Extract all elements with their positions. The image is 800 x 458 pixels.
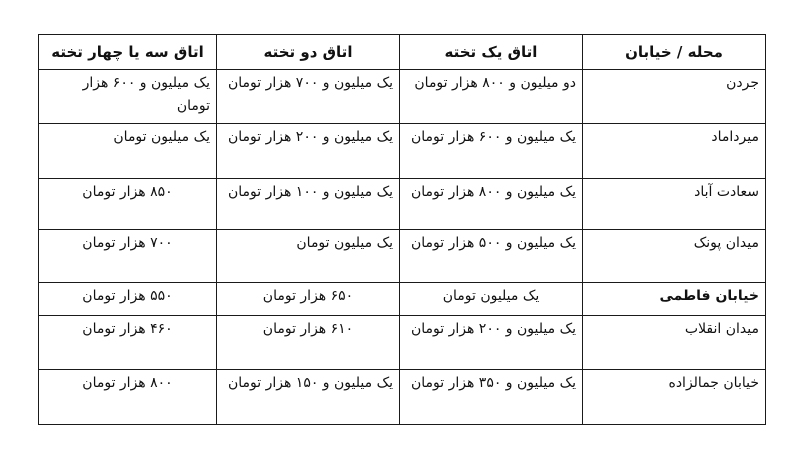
rent-price-table [38, 34, 766, 425]
cell-area: میدان انقلاب [583, 316, 766, 370]
cell-multi-price: ۵۵۰ هزار تومان [39, 283, 217, 316]
cell-single-price: یک میلیون و ۸۰۰ هزار تومان [400, 179, 583, 230]
cell-double-price: یک میلیون و ۲۰۰ هزار تومان [217, 124, 400, 179]
cell-double-price: یک میلیون و ۱۵۰ هزار تومان [217, 370, 400, 425]
table-row [39, 179, 766, 230]
cell-double-price: یک میلیون و ۱۰۰ هزار تومان [217, 179, 400, 230]
header-multi-room: اتاق سه یا چهار تخته [39, 35, 217, 70]
cell-single-price: یک میلیون و ۳۵۰ هزار تومان [400, 370, 583, 425]
cell-multi-price: ۷۰۰ هزار تومان [39, 230, 217, 283]
cell-double-price: یک میلیون تومان [217, 230, 400, 283]
cell-area: جردن [583, 70, 766, 124]
cell-single-price: یک میلیون و ۵۰۰ هزار تومان [400, 230, 583, 283]
cell-double-price: ۶۱۰ هزار تومان [217, 316, 400, 370]
cell-double-price: ۶۵۰ هزار تومان [217, 283, 400, 316]
cell-multi-price: یک میلیون تومان [39, 124, 217, 179]
header-single-room: اتاق یک تخته [400, 35, 583, 70]
cell-multi-price: ۴۶۰ هزار تومان [39, 316, 217, 370]
table-row [39, 124, 766, 179]
cell-area: میرداماد [583, 124, 766, 179]
table-header-row [39, 35, 766, 70]
cell-area: خیابان جمالزاده [583, 370, 766, 425]
cell-double-price: یک میلیون و ۷۰۰ هزار تومان [217, 70, 400, 124]
cell-single-price: یک میلیون و ۶۰۰ هزار تومان [400, 124, 583, 179]
cell-single-price: یک میلیون و ۲۰۰ هزار تومان [400, 316, 583, 370]
cell-area: خیابان فاطمی [583, 283, 766, 316]
cell-multi-price: ۸۵۰ هزار تومان [39, 179, 217, 230]
table-row [39, 316, 766, 370]
table-row [39, 283, 766, 316]
cell-multi-price: یک میلیون و ۶۰۰ هزار تومان [39, 70, 217, 124]
header-area: محله / خیابان [583, 35, 766, 70]
cell-single-price: دو میلیون و ۸۰۰ هزار تومان [400, 70, 583, 124]
table-row [39, 370, 766, 425]
header-double-room: اتاق دو تخته [217, 35, 400, 70]
cell-single-price: یک میلیون تومان [400, 283, 583, 316]
table-row [39, 230, 766, 283]
cell-area: میدان پونک [583, 230, 766, 283]
cell-multi-price: ۸۰۰ هزار تومان [39, 370, 217, 425]
table-row [39, 70, 766, 124]
cell-area: سعادت آباد [583, 179, 766, 230]
